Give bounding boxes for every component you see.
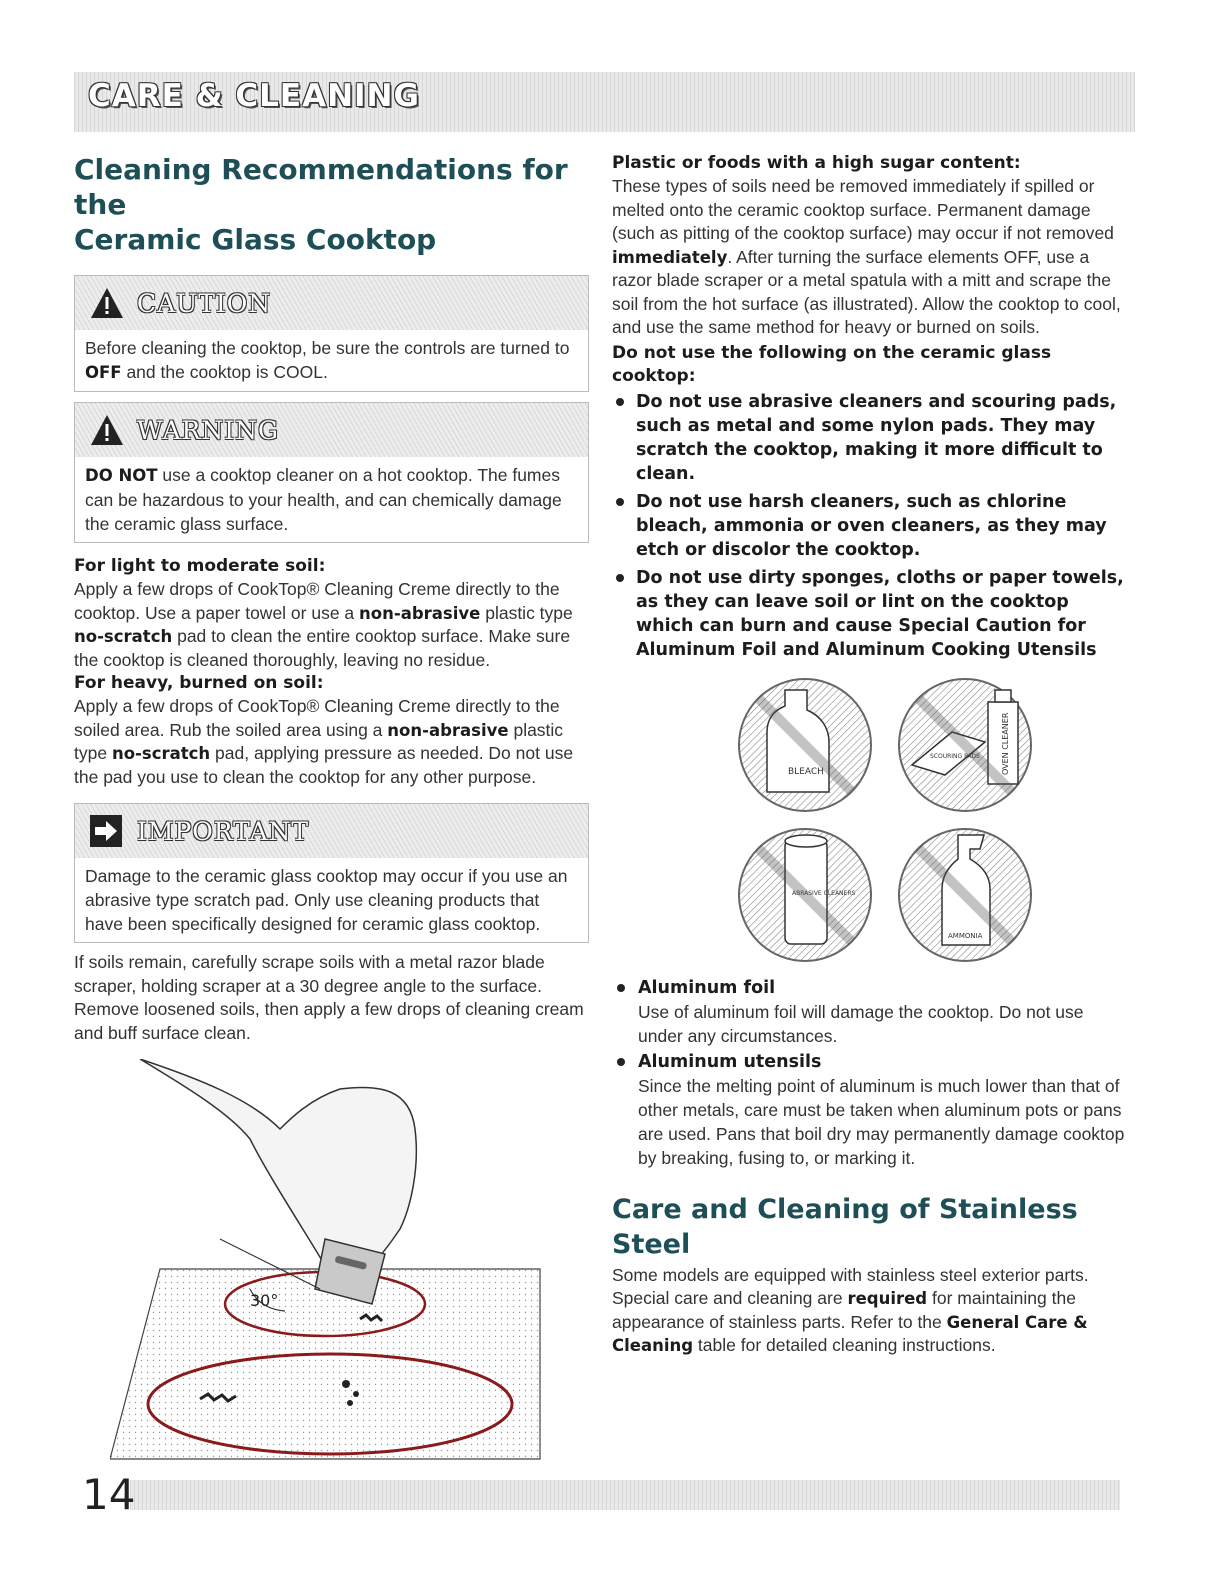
soil-dot [347, 1400, 353, 1406]
no-bleach-icon [739, 679, 871, 811]
no-scouring-oven-cleaner-icon [899, 679, 1031, 811]
bullet-icon [617, 1058, 625, 1066]
caution-text: Before cleaning the cooktop, be sure the controls are turned to OFF and the cooktop is COOL. [85, 338, 570, 382]
sugar-heading: Plastic or foods with a high sugar content: [612, 153, 1021, 173]
aluminum-foil-section [612, 976, 1132, 1048]
caution-title: CAUTION [137, 289, 272, 318]
right-column [612, 152, 1132, 1358]
warning-header [75, 403, 588, 457]
soil-dot [353, 1391, 359, 1397]
heavy-soil-text: Apply a few drops of CookTop® Cleaning Creme directly to the soiled area. Rub the soiled area using a non-abrasive plastic type no-scratch pad, applying pressure as needed. Do not use the pad you use to clean the cooktop for any other purpose. [74, 696, 574, 787]
caution-header [75, 276, 588, 330]
prohibited-cleaners-illustration [730, 670, 1050, 970]
angle-label: 30° [250, 1291, 279, 1310]
bullet-icon [617, 984, 625, 992]
warning-text: DO NOT use a cooktop cleaner on a hot cooktop. The fumes can be hazardous to your health, and can chemically damage the ceramic glass surface. [85, 465, 562, 534]
sugar-text: These types of soils need be removed immediately if spilled or melted onto the ceramic cooktop surface. Permanent damage (such as pitting of the cooktop surface) may occur if not removed immediately. After turning the surface elements OFF, use a razor blade scraper or a metal spatula with a mitt and scrape the soil from the hot surface (as illustrated). Allow the cooktop to cool, and use the same method for heavy or burned on soils. [612, 176, 1121, 337]
scraper-illustration [110, 1059, 580, 1464]
important-header [75, 804, 588, 858]
important-text: Damage to the ceramic glass cooktop may occur if you use an abrasive type scratch pad. Only use cleaning products that have been specifically designed for ceramic glass cooktop. [85, 866, 568, 934]
light-soil-heading: For light to moderate soil: [74, 556, 326, 576]
svg-text:AMMONIA: AMMONIA [948, 931, 983, 940]
warning-triangle-icon [89, 413, 125, 447]
no-ammonia-icon [899, 829, 1031, 961]
warning-box [74, 402, 589, 543]
aluminum-utensils-heading: Aluminum utensils [638, 1051, 822, 1072]
light-soil-text: Apply a few drops of CookTop® Cleaning Creme directly to the cooktop. Use a paper towel or use a non-abrasive plastic type no-scratch pad to clean the entire cooktop surface. Make sure the cooktop is cleaned thoroughly, leaving no residue. [74, 579, 573, 670]
list-item: Do not use harsh cleaners, such as chlorine bleach, ammonia or oven cleaners, as they may etch or discolor the cooktop. [612, 490, 1132, 562]
sugar-section [612, 152, 1132, 340]
soil-dot [342, 1380, 350, 1388]
footer-band [130, 1480, 1120, 1510]
list-item: Do not use dirty sponges, cloths or paper towels, as they can leave soil or lint on the cooktop which can burn and cause Special Caution for Aluminum Foil and Aluminum Cooking Utensils [612, 566, 1132, 662]
donot-heading: Do not use the following on the ceramic glass cooktop: [612, 342, 1052, 386]
svg-text:OVEN CLEANER: OVEN CLEANER [1001, 712, 1010, 775]
cooktop-heading [74, 152, 589, 257]
stainless-heading: Care and Cleaning of Stainless Steel [612, 1193, 1078, 1260]
svg-text:ABRASIVE CLEANERS: ABRASIVE CLEANERS [792, 889, 856, 897]
warning-triangle-icon [89, 286, 125, 320]
heavy-soil-heading: For heavy, burned on soil: [74, 673, 324, 693]
arrow-box-icon [89, 814, 123, 848]
heading-line-2: Ceramic Glass Cooktop [74, 223, 437, 256]
aluminum-foil-text: Use of aluminum foil will damage the cooktop. Do not use under any circumstances. [638, 1001, 1084, 1046]
important-title: IMPORTANT [137, 817, 310, 846]
light-soil-section [74, 555, 589, 672]
aluminum-foil-heading: Aluminum foil [638, 977, 776, 998]
header-band [74, 72, 1135, 132]
section-title: CARE & CLEANING [88, 78, 420, 114]
important-box [74, 803, 589, 943]
heavy-soil-section [74, 672, 589, 789]
svg-text:BLEACH: BLEACH [788, 766, 824, 777]
svg-text:SCOURING PADS: SCOURING PADS [930, 752, 980, 760]
caution-box [74, 275, 589, 392]
heading-line-1: Cleaning Recommendations for the [74, 153, 568, 221]
page-number: 14 [82, 1470, 136, 1519]
aluminum-utensils-section [612, 1050, 1132, 1170]
mitt [140, 1059, 416, 1284]
warning-title: WARNING [137, 416, 279, 445]
donot-list [612, 390, 1132, 662]
scrape-text: If soils remain, carefully scrape soils with a metal razor blade scraper, holding scraper at a 30 degree angle to the surface. Remove loosened soils, then apply a few drops of cleaning cream and buff surface clean. [74, 952, 584, 1043]
left-column [74, 152, 589, 1464]
aluminum-utensils-text: Since the melting point of aluminum is much lower than that of other metals, care must be taken when aluminum pots or pans are used. Pans that boil dry may permanently damage cooktop by breaking, fusing to, or marking it. [638, 1075, 1125, 1168]
list-item: Do not use abrasive cleaners and scouring pads, such as metal and some nylon pads. They may scratch the cooktop, making it more difficult to clean. [612, 390, 1132, 486]
stainless-text: Some models are equipped with stainless steel exterior parts. Special care and cleaning are required for maintaining the appearance of stainless parts. Refer to the General Care & Cleaning table for detailed cleaning instructions. [612, 1264, 1089, 1355]
no-abrasive-cleaner-icon [739, 829, 871, 961]
